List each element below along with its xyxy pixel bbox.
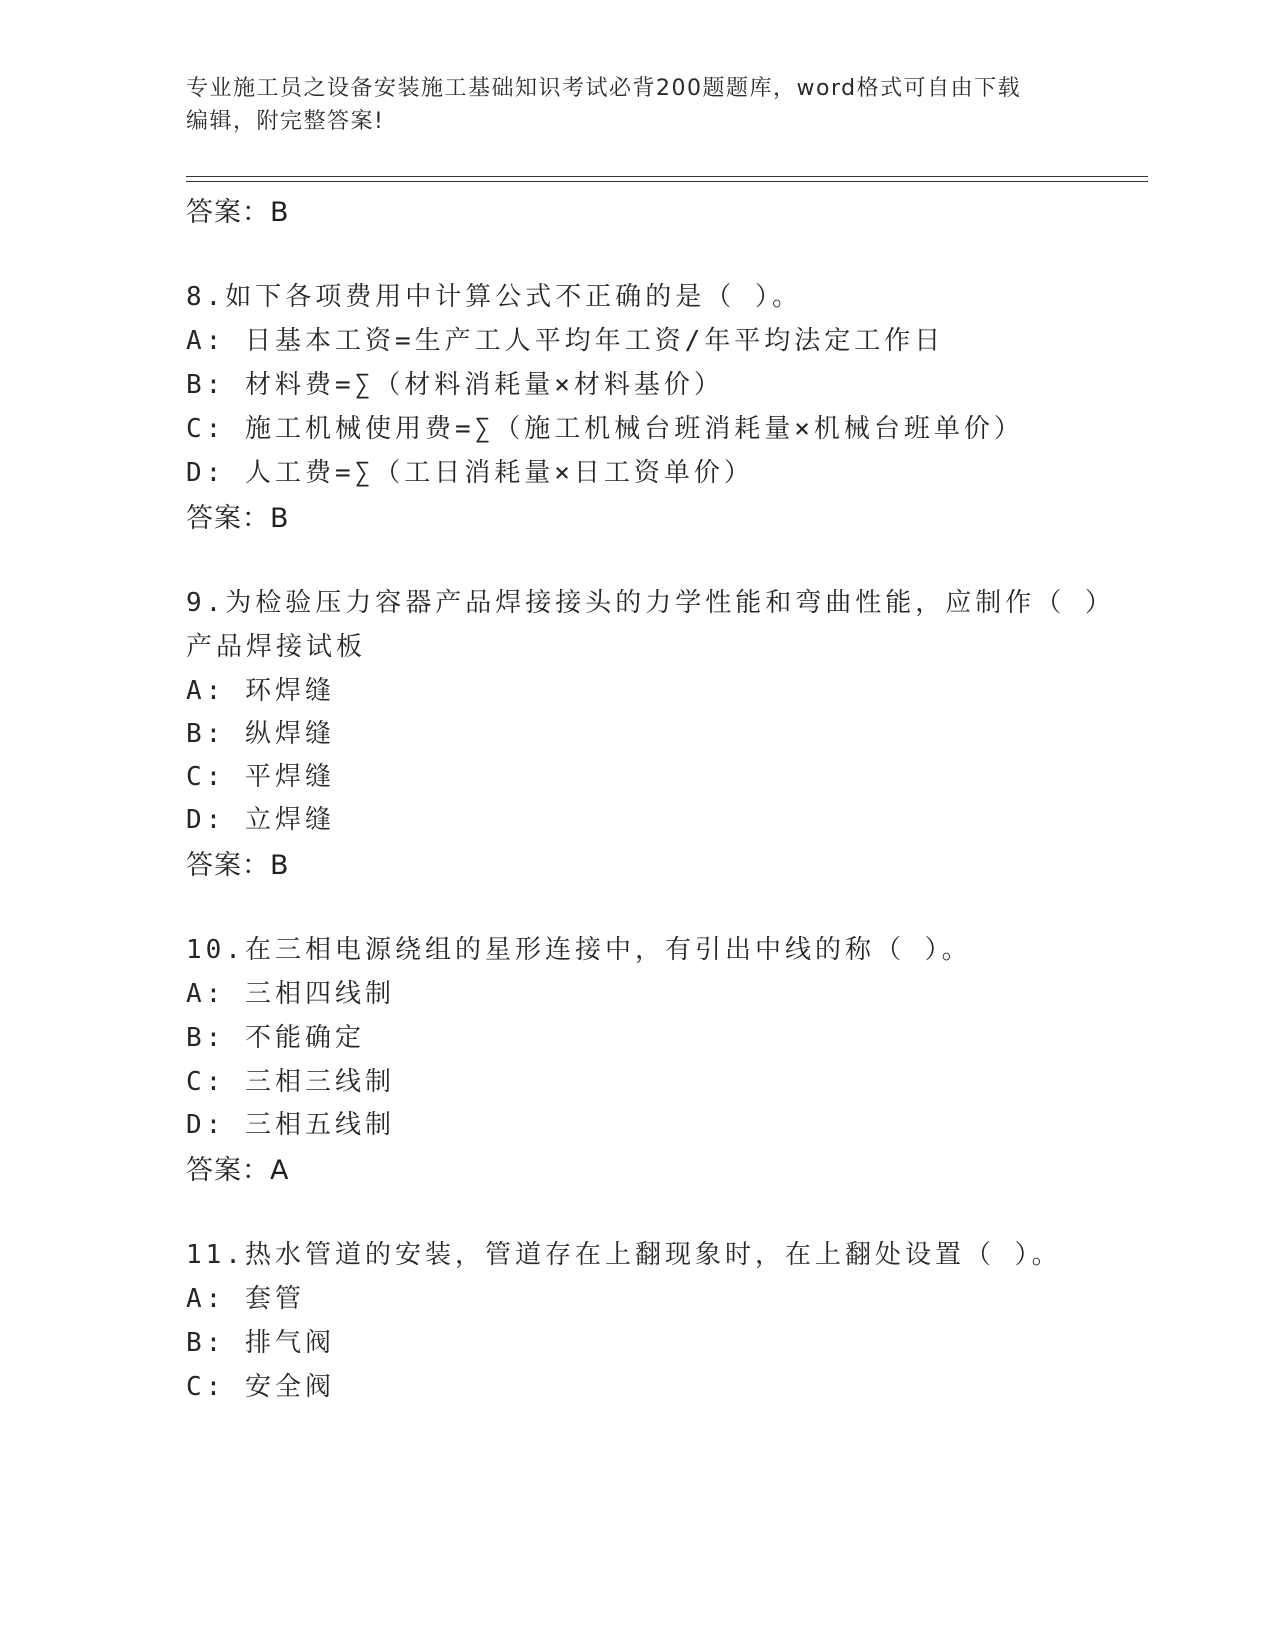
answer-q8: 答案：B bbox=[186, 503, 290, 534]
question-9-stem-line-1: 9.为检验压力容器产品焊接接头的力学性能和弯曲性能，应制作（ ） bbox=[186, 588, 1115, 618]
header-divider-top bbox=[186, 176, 1148, 177]
question-11-stem: 11.热水管道的安装，管道存在上翻现象时，在上翻处设置（ ）。 bbox=[186, 1240, 1062, 1270]
question-9-option-d: D: 立焊缝 bbox=[186, 805, 335, 835]
question-11-option-c: C: 安全阀 bbox=[186, 1372, 335, 1402]
header-title-line-1: 专业施工员之设备安装施工基础知识考试必背200题题库，word格式可自由下载 bbox=[186, 76, 1022, 101]
question-10-option-c: C: 三相三线制 bbox=[186, 1067, 395, 1097]
question-9-option-b: B: 纵焊缝 bbox=[186, 719, 335, 749]
answer-q10: 答案：A bbox=[186, 1155, 290, 1186]
document-header bbox=[186, 72, 1066, 138]
question-11-option-b: B: 排气阀 bbox=[186, 1328, 335, 1358]
question-10-stem: 10.在三相电源绕组的星形连接中，有引出中线的称（ ）。 bbox=[186, 935, 972, 965]
question-8-option-d: D: 人工费=∑（工日消耗量×日工资单价） bbox=[186, 458, 754, 488]
question-8-option-c: C: 施工机械使用费=∑（施工机械台班消耗量×机械台班单价） bbox=[186, 414, 1024, 444]
question-8-option-b: B: 材料费=∑（材料消耗量×材料基价） bbox=[186, 370, 724, 400]
question-9-option-c: C: 平焊缝 bbox=[186, 762, 335, 792]
question-8-stem: 8.如下各项费用中计算公式不正确的是（ ）。 bbox=[186, 282, 802, 312]
question-8-option-a: A: 日基本工资=生产工人平均年工资/年平均法定工作日 bbox=[186, 326, 945, 356]
question-10-option-b: B: 不能确定 bbox=[186, 1023, 365, 1053]
header-divider-bottom bbox=[186, 181, 1148, 182]
question-10-option-d: D: 三相五线制 bbox=[186, 1110, 395, 1140]
answer-q9: 答案：B bbox=[186, 850, 290, 881]
question-9-option-a: A: 环焊缝 bbox=[186, 676, 335, 706]
question-9-stem-line-2: 产品焊接试板 bbox=[186, 632, 367, 662]
answer-q7: 答案：B bbox=[186, 197, 290, 228]
question-11-option-a: A: 套管 bbox=[186, 1284, 305, 1314]
header-title-line-2: 编辑，附完整答案! bbox=[186, 109, 385, 134]
question-10-option-a: A: 三相四线制 bbox=[186, 979, 395, 1009]
